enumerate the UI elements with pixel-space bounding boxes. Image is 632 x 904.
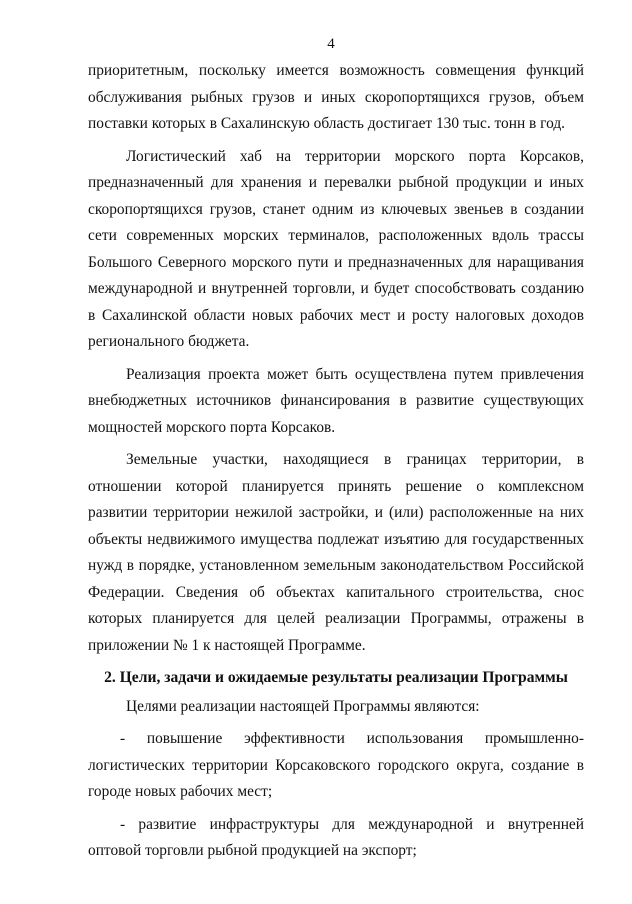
goals-intro: Целями реализации настоящей Программы являются: xyxy=(126,697,480,715)
paragraph: Логистический хаб на территории морского порта Корсаков, предназначенный для хранения и перевалки рыбной продукции и иных скоропортящихся грузов, станет одним из ключевых звеньев в создании сети современных морских терминалов, расположенных вдоль трассы Большого Северного морского пути и предназначенных для наращивания международной и внутренней торговли, и будет способствовать созданию в Сахалинской области новых рабочих мест и росту налоговых доходов регионального бюджета. xyxy=(88,147,584,350)
list-item: - развитие инфраструктуры для международной и внутренней оптовой торговли рыбной продукцией на экспорт; xyxy=(88,815,584,859)
page-number: 4 xyxy=(327,36,335,52)
paragraph: приоритетным, поскольку имеется возможность совмещения функций обслуживания рыбных грузов и иных скоропортящихся грузов, объем поставки которых в Сахалинскую область достигает 130 тыс. тонн в год. xyxy=(88,62,584,132)
section-heading: 2. Цели, задачи и ожидаемые результаты реализации Программы xyxy=(104,669,568,686)
document-body xyxy=(88,58,584,871)
list-item: - повышение эффективности использования промышленно-логистических территории Корсаковского городского округа, создание в городе новых рабочих мест; xyxy=(88,730,584,800)
paragraph: Земельные участки, находящиеся в границах территории, в отношении которой планируется принять решение о комплексном развитии территории нежилой застройки, и (или) расположенные на них объекты недвижимого имущества подлежат изъятию для государственных нужд в порядке, установленном земельным законодательством Российской Федерации. Сведения об объектах капитального строительства, снос которых планируется для целей реализации Программы, отражены в приложении № 1 к настоящей Программе. xyxy=(88,451,584,654)
paragraph: Реализация проекта может быть осуществлена путем привлечения внебюджетных источников финансирования в развитие существующих мощностей морского порта Корсаков. xyxy=(88,365,584,436)
